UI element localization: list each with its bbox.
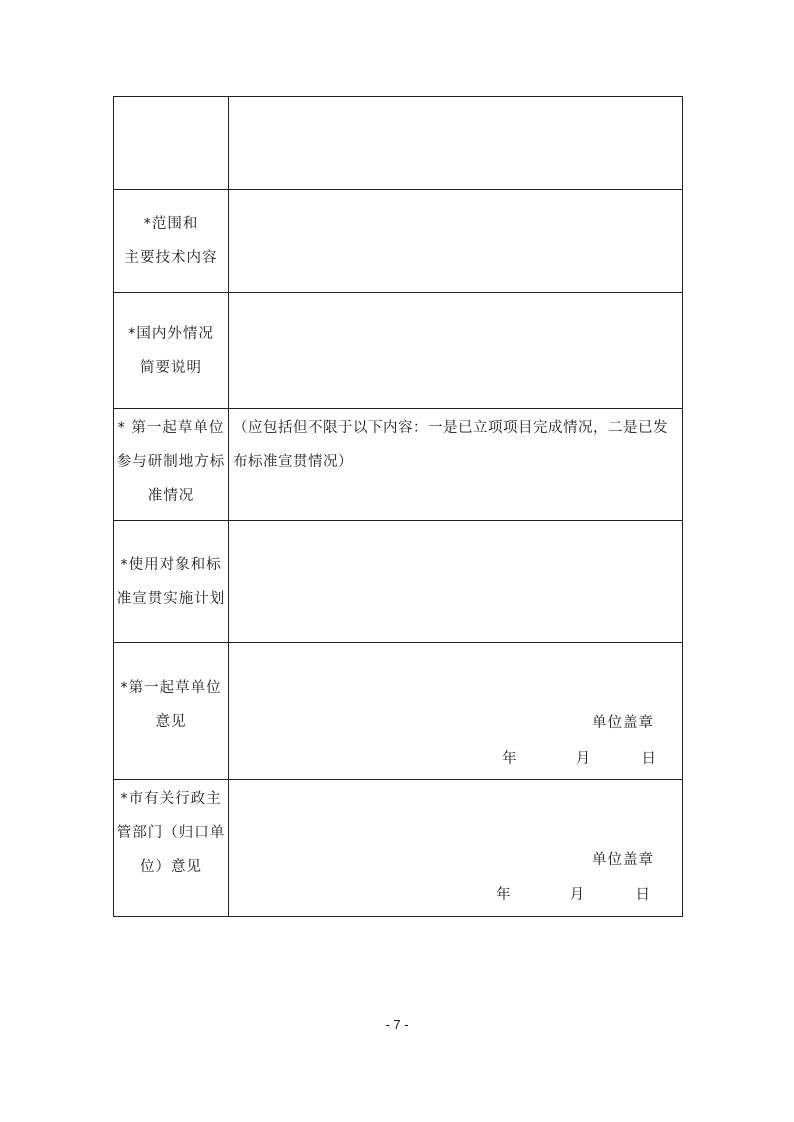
year-label: 年 <box>502 751 517 767</box>
row-label-drafter-opinion <box>114 643 229 780</box>
date-line <box>496 883 650 904</box>
authority-opinion-content-field[interactable] <box>229 780 683 917</box>
day-label: 日 <box>635 887 650 903</box>
form-row-domestic-foreign <box>114 293 683 409</box>
row-label-drafter-participation <box>114 409 229 521</box>
form-row-drafter-opinion <box>114 643 683 780</box>
day-label: 日 <box>641 751 656 767</box>
row-label-implementation-plan <box>114 521 229 643</box>
label-line: 主要技术内容 <box>124 250 218 266</box>
domestic-foreign-content-field[interactable] <box>229 293 683 409</box>
page-number: - 7 - <box>385 1017 409 1032</box>
implementation-plan-content-field[interactable] <box>229 521 683 643</box>
instruction-note: （应包括但不限于以下内容：一是已立项项目完成情况，二是已发布标准宣贯情况） <box>233 420 668 470</box>
year-label: 年 <box>496 887 511 903</box>
label-line: 位）意见 <box>140 859 202 875</box>
row-label-domestic-foreign <box>114 293 229 409</box>
label-line: 管部门（归口单 <box>116 825 226 841</box>
label-line: 准情况 <box>147 488 195 504</box>
label-line: 准宣贯实施计划 <box>116 590 226 607</box>
date-line <box>502 747 656 768</box>
label-line: *第一起草单位 <box>120 680 222 696</box>
form-row-authority-opinion <box>114 780 683 917</box>
row-label-empty <box>114 97 229 190</box>
label-line: 简要说明 <box>140 359 202 376</box>
row-label-scope <box>114 190 229 293</box>
label-line: * 第一起草单位 <box>117 420 225 436</box>
row-content-empty[interactable] <box>229 97 683 190</box>
label-line: *范围和 <box>143 216 199 232</box>
seal-label: 单位盖章 <box>592 715 654 731</box>
scope-content-field[interactable] <box>229 190 683 293</box>
form-row-continuation <box>114 97 683 190</box>
label-line: 参与研制地方标 <box>116 454 226 470</box>
month-label: 月 <box>569 887 585 903</box>
row-label-authority-opinion <box>114 780 229 917</box>
month-label: 月 <box>575 751 591 767</box>
label-line: *使用对象和标 <box>120 556 222 573</box>
label-line: *国内外情况 <box>128 325 214 342</box>
form-row-drafter-participation <box>114 409 683 521</box>
form-row-scope <box>114 190 683 293</box>
drafter-participation-content-field[interactable] <box>229 409 683 521</box>
seal-label: 单位盖章 <box>592 852 654 868</box>
form-row-implementation-plan <box>114 521 683 643</box>
drafter-opinion-content-field[interactable] <box>229 643 683 780</box>
application-form-table <box>113 96 683 917</box>
label-line: *市有关行政主 <box>120 791 222 807</box>
label-line: 意见 <box>155 714 187 730</box>
